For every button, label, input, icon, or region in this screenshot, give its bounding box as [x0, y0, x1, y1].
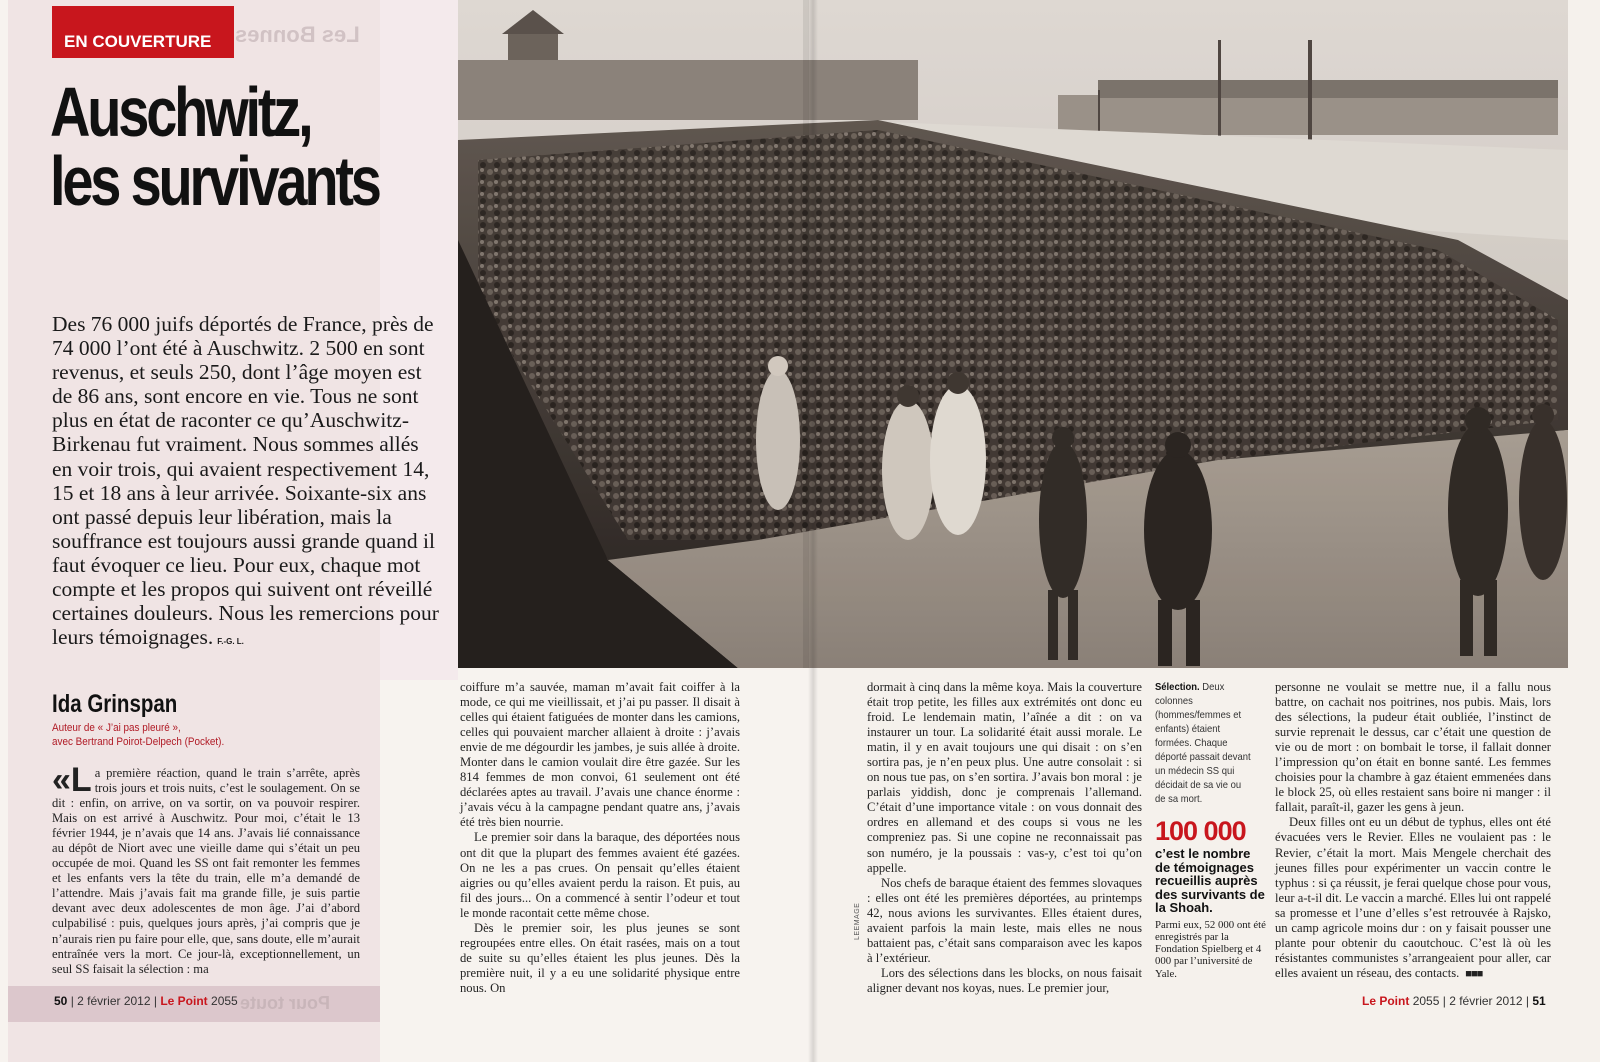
- photo-caption: [1155, 680, 1254, 806]
- photo-credit: LEEMAGE: [854, 902, 861, 940]
- folio-left: 50 | 2 février 2012 | Le Point 2055: [54, 994, 238, 1008]
- article-column-4: [1275, 680, 1551, 982]
- author-header: [52, 690, 452, 749]
- headline: [50, 73, 379, 220]
- folio-left-date: 2 février 2012: [77, 994, 151, 1008]
- section-tag: EN COUVERTURE: [52, 6, 234, 58]
- showthrough-left-bottom: Pour toute: [240, 993, 330, 1013]
- headline-line-1: Auschwitz,: [50, 73, 311, 151]
- showthrough-left-top: Les Bonnes: [235, 22, 360, 47]
- folio-left-page-number: 50: [54, 994, 68, 1008]
- caption-lead: Sélection.: [1155, 681, 1200, 693]
- folio-left-magazine: Le Point: [160, 994, 208, 1008]
- stat-detail: Parmi eux, 52 000 ont été enregistrés par la Fondation Spielberg et 4 000 par l’université de Yale.: [1155, 918, 1266, 980]
- column-2-paragraph-3: Dès le premier soir, les plus jeunes se sont regroupées entre elles. On était rasées, mais on a tout de suite su qu’elles étaient les plus jeunes. Dès la première nuit, il y a eu une solidarité physique entre nous. On: [460, 920, 740, 995]
- photo-image: [458, 0, 1568, 668]
- folio-right-issue: 2055: [1412, 994, 1440, 1008]
- stat-callout: [1155, 818, 1267, 980]
- folio-right-page-number: 51: [1532, 994, 1546, 1008]
- stat-number: 100 000: [1155, 816, 1246, 846]
- column-4-paragraph-2: [1275, 815, 1551, 982]
- column-3-paragraph-3: Lors des sélections dans les blocks, on nous faisait aligner devant nos koyas, nues. Le premier jour,: [867, 965, 1142, 995]
- author-bio-line-2: avec Bertrand Poirot-Delpech (Pocket).: [52, 736, 225, 748]
- article-column-2: [460, 680, 740, 996]
- end-mark: ■■■: [1465, 967, 1483, 980]
- author-bio-line-1: Auteur de « J’ai pas pleuré »,: [52, 722, 181, 734]
- selection-ramp-photo: [458, 0, 1568, 668]
- folio-right-magazine: Le Point: [1362, 994, 1410, 1008]
- column-1-text: a première réaction, quand le train s’arrête, après trois jours et trois nuits, c’est le soulagement. On se dit : enfin, on arrive, on va sortir, on va pouvoir respirer. Mais on est arrivé à Auschwitz. Pour moi, c’était le 13 février 1944, je n’avais que 14 ans. J’avais lié connaissance au dépôt de Niort avec une vieille dame qui s’était un peu occupée de moi. Quand les SS ont fait remonter les femmes et les enfants vers la tête du train, elle m’a demandé de l’attendre. Mais j’avais fait ma grande fille, je suis partie devant avec deux adolescentes de mon âge. J’ai d’abord culpabilisé : puis, quelques jours après, j’ai compris que je n’aurais rien pu faire pour elle, que, sans doute, elle m’aurait entraînée vers la mort. Ce jour-là, exceptionnellement, un seul SS faisait la sélection : ma: [52, 766, 360, 976]
- lede-signature: F.-G. L.: [217, 637, 244, 647]
- article-column-1: [52, 761, 360, 977]
- folio-right-date: 2 février 2012: [1449, 994, 1523, 1008]
- stat-text: c’est le nombre de témoignages recueillis auprès des survivants de la Shoah.: [1155, 846, 1265, 915]
- column-4-paragraph-2-text: Deux filles ont eu un début de typhus, elles ont été évacuées vers le Revier. Elles ne voulaient pas : le Revier, c’était la mort. Mais Mengele cherchait des jeunes filles pour expérimenter un vaccin contre le typhus : si ça réussit, je ferai quelque chose pour vous, leur a-t-il dit. Le vaccin a marché. Elles lui ont rappelé sa promesse et l’une d’elles s’est retrouvée à Rajsko, un camp agricole moins dur : on y faisait pousser une plante pour obtenir du caoutchouc. C’est là où les résistantes communistes s’arrangeaient pour aller, car elles avaient un réseau, des contacts.: [1275, 815, 1551, 980]
- column-4-paragraph-1: personne ne voulait se mettre nue, il a fallu nous battre, on cachait nos poitrines, nos pubis. Mais, lors des sélections, la pudeur était oubliée, l’instinct de survie reprenait le dessus, car c’était une question de vie ou de mort : on bombait le torse, il fallait donner l’impression qu’on était en bonne santé. Les femmes choisies pour la chambre à gaz étaient emmenées dans le block 25, où elles restaient sans boire ni manger : il fallait, paraît-il, gazer les gens à jeun.: [1275, 680, 1551, 815]
- author-name: Ida Grinspan: [52, 690, 178, 718]
- folio-left-issue: 2055: [211, 994, 238, 1008]
- column-1-paragraph: [52, 761, 360, 977]
- folio-right: Le Point 2055 | 2 février 2012 | 51: [1362, 994, 1546, 1008]
- drop-cap: «L: [52, 761, 92, 799]
- headline-line-2: les survivants: [50, 141, 379, 220]
- author-bio: [52, 721, 412, 749]
- caption-text: Deux colonnes (hommes/femmes et enfants) étaient formées. Chaque déporté passait devant un médecin SS qui décidait de sa vie ou de sa mort.: [1155, 681, 1251, 805]
- column-3-paragraph-1: dormait à cinq dans la même koya. Mais la couverture était trop petite, les filles aux extrémités ont donc eu froid. Le lendemain matin, l’aînée a dit : on va instaurer un tour. La solidarité était aussi morale. Le matin, il y en avait toujours une qui disait : on s’en sortira pas, je n’en peux plus. Une autre consolait : si on nous tue pas, on s’en sortira. J’avais bon moral : je parlais yiddish, donc je comprenais l’allemand. C’était d’une importance vitale : on vous donnait des ordres en allemand et des coups si vous ne les compreniez pas. Si une copine ne reconnaissait pas son numéro, je la poussais : vas-y, c’est toi qu’on appelle.: [867, 680, 1142, 875]
- column-3-paragraph-2: Nos chefs de baraque étaient des femmes slovaques : elles ont été les premières déportées, au printemps 42, nous avions les survivantes. Elles étaient dures, avaient parfois la main leste, mais elles ne nous battaient pas, c’était sans comparaison avec les kapos à l’extérieur.: [867, 875, 1142, 965]
- lede-text: Des 76 000 juifs déportés de France, près de 74 000 l’ont été à Auschwitz. 2 500 en sont revenus, et seuls 250, dont l’âge moyen est de 86 ans, sont encore en vie. Tous ne sont plus en état de raconter ce qu’Auschwitz-Birkenau fut vraiment. Nous sommes allés en voir trois, qui avaient respectivement 14, 15 et 18 ans à leur arrivée. Soixante-six ans ont passé depuis leur libération, mais la souffrance est toujours aussi grande quand il faut évoquer ce lieu. Pour eux, chaque mot compte et les propos qui suivent ont réveillé certaines douleurs. Nous les remercions pour leurs témoignages.: [52, 312, 439, 650]
- article-column-3: [867, 680, 1142, 996]
- lede-paragraph: [52, 312, 444, 654]
- column-2-paragraph-2: Le premier soir dans la baraque, des déportées nous ont dit que la plupart des femmes avaient été gazées. On ne les a pas crues. On pensait qu’elles étaient aigries ou qu’elles avaient perdu la raison. Et puis, au fil des jours... On a commencé à sentir l’odeur et tout le monde racontait cette même chose.: [460, 830, 740, 920]
- column-2-paragraph-1: coiffure m’a sauvée, maman m’avait fait coiffer à la mode, ce qui me vieillissait, et j’ai pu passer. Il disait à celles qui étaient fatiguées de monter dans les camions, celles qui pouvaient marcher allaient à droite : j’avais envie de me dégourdir les jambes, je suis allée à droite. Monter dans le camion voulait dire être gazée. Sur les 814 femmes de mon convoi, 61 seulement ont été déclarées aptes au travail. J’avais une chance énorme : j’avais vécu à la campagne pendant quatre ans, j’avais été très bien nourrie.: [460, 680, 740, 830]
- spread-gutter: [808, 0, 818, 1062]
